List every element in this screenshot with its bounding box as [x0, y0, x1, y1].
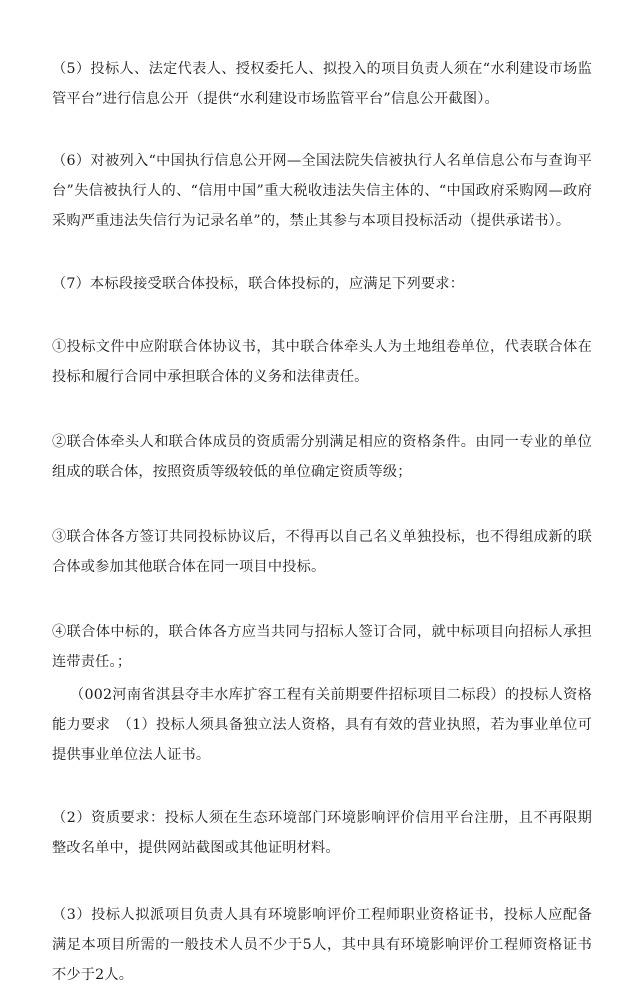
paragraph-consortium-3: ③联合体各方签订共同投标协议后，不得再以自己名义单独投标，也不得组成新的联合体或参加其他联合体在同一项目中投标。	[52, 529, 592, 575]
paragraph-qualification-2: （2）资质要求：投标人须在生态环境部门环境影响评价信用平台注册，且不再限期整改名单中，提供网站截图或其他证明材料。	[52, 810, 592, 856]
paragraph-item-5: （5）投标人、法定代表人、授权委托人、拟投入的项目负责人须在“水利建设市场监管平台”进行信息公开（提供“水利建设市场监管平台”信息公开截图）。	[52, 61, 592, 107]
paragraph-consortium-2: ②联合体牵头人和联合体成员的资质需分别满足相应的资格条件。由同一专业的单位组成的联合体，按照资质等级较低的单位确定资质等级；	[52, 434, 592, 480]
paragraph-item-6: （6）对被列入“中国执行信息公开网—全国法院失信被执行人名单信息公布与查询平台”失信被执行人的、“信用中国”重大税收违法失信主体的、“中国政府采购网—政府采购严重违法失信行为记录名单”的，禁止其参与本项目投标活动（提供承诺书）。	[52, 153, 592, 229]
paragraph-consortium-4: ④联合体中标的，联合体各方应当共同与招标人签订合同，就中标项目向招标人承担连带责任。；	[52, 624, 592, 670]
paragraph-staffing-3: （3）投标人拟派项目负责人具有环境影响评价工程师职业资格证书，投标人应配备满足本项目所需的一般技术人员不少于5人，其中具有环境影响评价工程师资格证书不少于2人。	[52, 907, 592, 983]
paragraph-section-002-requirements: （002河南省淇县夺丰水库扩容工程有关前期要件招标项目二标段）的投标人资格能力要求 （1）投标人须具备独立法人资格，具有有效的营业执照，若为事业单位可提供事业单位法人证书。	[52, 687, 592, 763]
paragraph-item-7: （7）本标段接受联合体投标，联合体投标的，应满足下列要求：	[52, 276, 465, 292]
paragraph-consortium-1: ①投标文件中应附联合体协议书，其中联合体牵头人为土地组卷单位，代表联合体在投标和履行合同中承担联合体的义务和法律责任。	[52, 339, 592, 385]
